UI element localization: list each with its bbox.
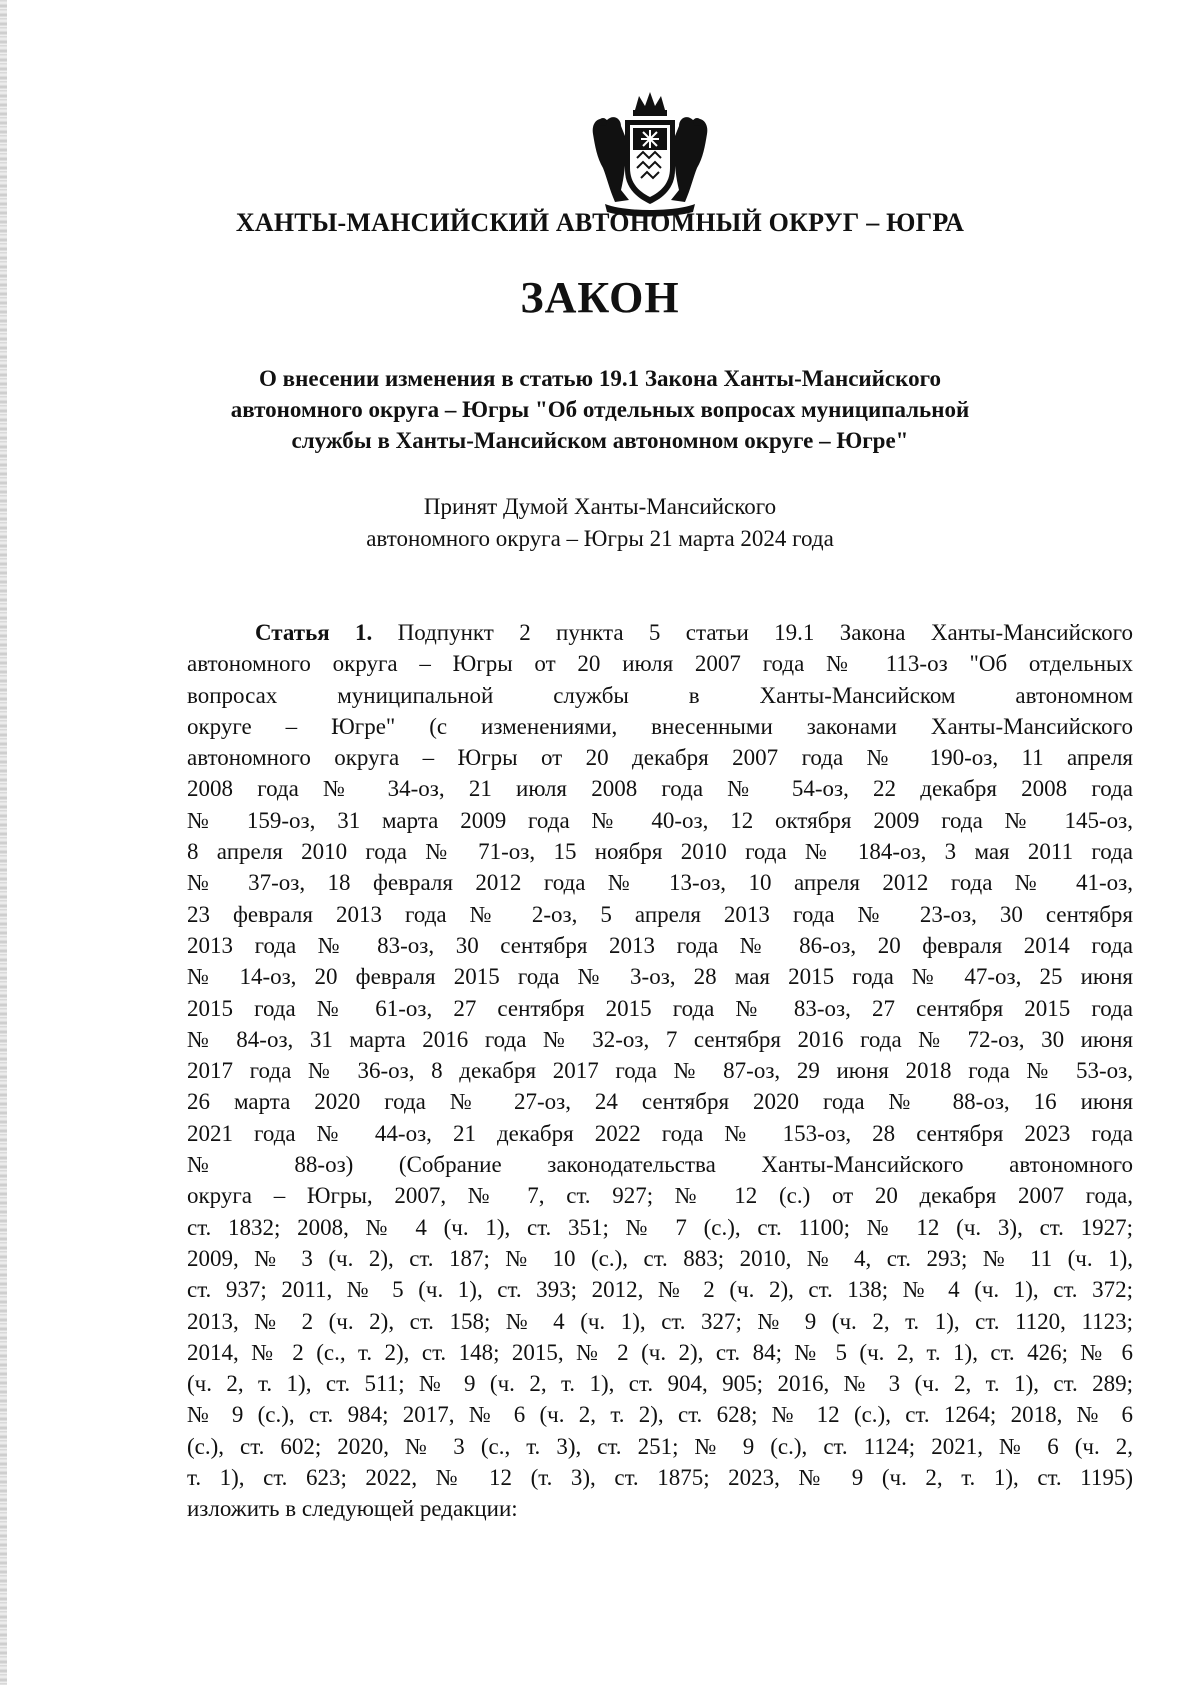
- document-type-heading: ЗАКОН: [520, 273, 680, 322]
- article-1-line: 2013, № 2 (ч. 2), ст. 158; № 4 (ч. 1), ст. 327; № 9 (ч. 2, т. 1), ст. 1120, 1123;: [187, 1308, 1133, 1334]
- article-1-line: (с.), ст. 602; 2020, № 3 (с., т. 3), ст. 251; № 9 (с.), ст. 1124; 2021, № 6 (ч. 2,: [187, 1433, 1133, 1459]
- article-1-line: округа – Югры, 2007, № 7, ст. 927; № 12 (с.) от 20 декабря 2007 года,: [187, 1183, 1133, 1209]
- article-1-first-line: [187, 617, 1133, 648]
- article-1-line: № 84-оз, 31 марта 2016 года № 32-оз, 7 сентября 2016 года № 72-оз, 30 июня: [187, 1026, 1133, 1052]
- article-1-line: вопросах муниципальной службы в Ханты-Мансийском автономном: [187, 682, 1133, 708]
- article-1-line: № 159-оз, 31 марта 2009 года № 40-оз, 12 октября 2009 года № 145-оз,: [187, 807, 1133, 833]
- article-1-line: 8 апреля 2010 года № 71-оз, 15 ноября 2010 года № 184-оз, 3 мая 2011 года: [187, 839, 1133, 865]
- adoption-note: [0, 491, 1200, 555]
- article-1-line: № 88-оз) (Собрание законодательства Ханты-Мансийского автономного: [187, 1152, 1133, 1178]
- article-1-line: № 37-оз, 18 февраля 2012 года № 13-оз, 10 апреля 2012 года № 41-оз,: [187, 870, 1133, 896]
- article-1-line: автономного округа – Югры от 20 июля 2007 года № 113-оз "Об отдельных: [187, 651, 1133, 677]
- subject-line: О внесении изменения в статью 19.1 Закона Ханты-Мансийского: [259, 366, 941, 391]
- article-1-line: т. 1), ст. 623; 2022, № 12 (т. 3), ст. 1875; 2023, № 9 (ч. 2, т. 1), ст. 1195): [187, 1465, 1133, 1491]
- subject-line: автономного округа – Югры "Об отдельных вопросах муниципальной: [230, 397, 970, 422]
- adoption-line: автономного округа – Югры 21 марта 2024 года: [366, 526, 834, 551]
- adoption-line: Принят Думой Ханты-Мансийского: [423, 494, 777, 519]
- article-1-line: (ч. 2, т. 1), ст. 511; № 9 (ч. 2, т. 1), ст. 904, 905; 2016, № 3 (ч. 2, т. 1), ст. 289;: [187, 1371, 1133, 1397]
- article-1-line: 26 марта 2020 года № 27-оз, 24 сентября 2020 года № 88-оз, 16 июня: [187, 1089, 1133, 1115]
- article-1-line: автономного округа – Югры от 20 декабря 2007 года № 190-оз, 11 апреля: [187, 745, 1133, 771]
- article-1-first-line-text: Подпункт 2 пункта 5 статьи 19.1 Закона Ханты-Мансийского: [397, 620, 1133, 645]
- subject-line: службы в Ханты-Мансийском автономном округе – Югре": [291, 428, 909, 453]
- article-1-line: 23 февраля 2013 года № 2-оз, 5 апреля 2013 года № 23-оз, 30 сентября: [187, 901, 1133, 927]
- article-1-line: 2009, № 3 (ч. 2), ст. 187; № 10 (с.), ст. 883; 2010, № 4, ст. 293; № 11 (ч. 1),: [187, 1245, 1133, 1271]
- region-title: ХАНТЫ-МАНСИЙСКИЙ АВТОНОМНЫЙ ОКРУГ – ЮГРА: [235, 208, 965, 237]
- article-1-line: ст. 1832; 2008, № 4 (ч. 1), ст. 351; № 7 (с.), ст. 1100; № 12 (ч. 3), ст. 1927;: [187, 1214, 1133, 1240]
- article-1-line: 2017 года № 36-оз, 8 декабря 2017 года № 87-оз, 29 июня 2018 года № 53-оз,: [187, 1058, 1133, 1084]
- article-1-line: 2013 года № 83-оз, 30 сентября 2013 года № 86-оз, 20 февраля 2014 года: [187, 932, 1133, 958]
- article-1-line: 2021 года № 44-оз, 21 декабря 2022 года № 153-оз, 28 сентября 2023 года: [187, 1120, 1133, 1146]
- article-1-line: № 14-оз, 20 февраля 2015 года № 3-оз, 28 мая 2015 года № 47-оз, 25 июня: [187, 964, 1133, 990]
- article-1-line: 2015 года № 61-оз, 27 сентября 2015 года № 83-оз, 27 сентября 2015 года: [187, 995, 1133, 1021]
- article-1-line: округе – Югре" (с изменениями, внесенными законами Ханты-Мансийского: [187, 713, 1133, 739]
- article-1-label: Статья 1.: [255, 620, 373, 645]
- article-1-line: ст. 937; 2011, № 5 (ч. 1), ст. 393; 2012, № 2 (ч. 2), ст. 138; № 4 (ч. 1), ст. 372;: [187, 1277, 1133, 1303]
- article-1-body: [187, 617, 1133, 1525]
- law-subject-title: [200, 363, 1000, 456]
- article-1-line: 2014, № 2 (с., т. 2), ст. 148; 2015, № 2 (ч. 2), ст. 84; № 5 (ч. 2, т. 1), ст. 426; № 6: [187, 1339, 1133, 1365]
- article-1-line: № 9 (с.), ст. 984; 2017, № 6 (ч. 2, т. 2), ст. 628; № 12 (с.), ст. 1264; 2018, № 6: [187, 1402, 1133, 1428]
- article-1-line: 2008 года № 34-оз, 21 июля 2008 года № 54-оз, 22 декабря 2008 года: [187, 776, 1133, 802]
- coat-of-arms-icon: [585, 88, 715, 218]
- article-1-line: изложить в следующей редакции:: [187, 1496, 518, 1522]
